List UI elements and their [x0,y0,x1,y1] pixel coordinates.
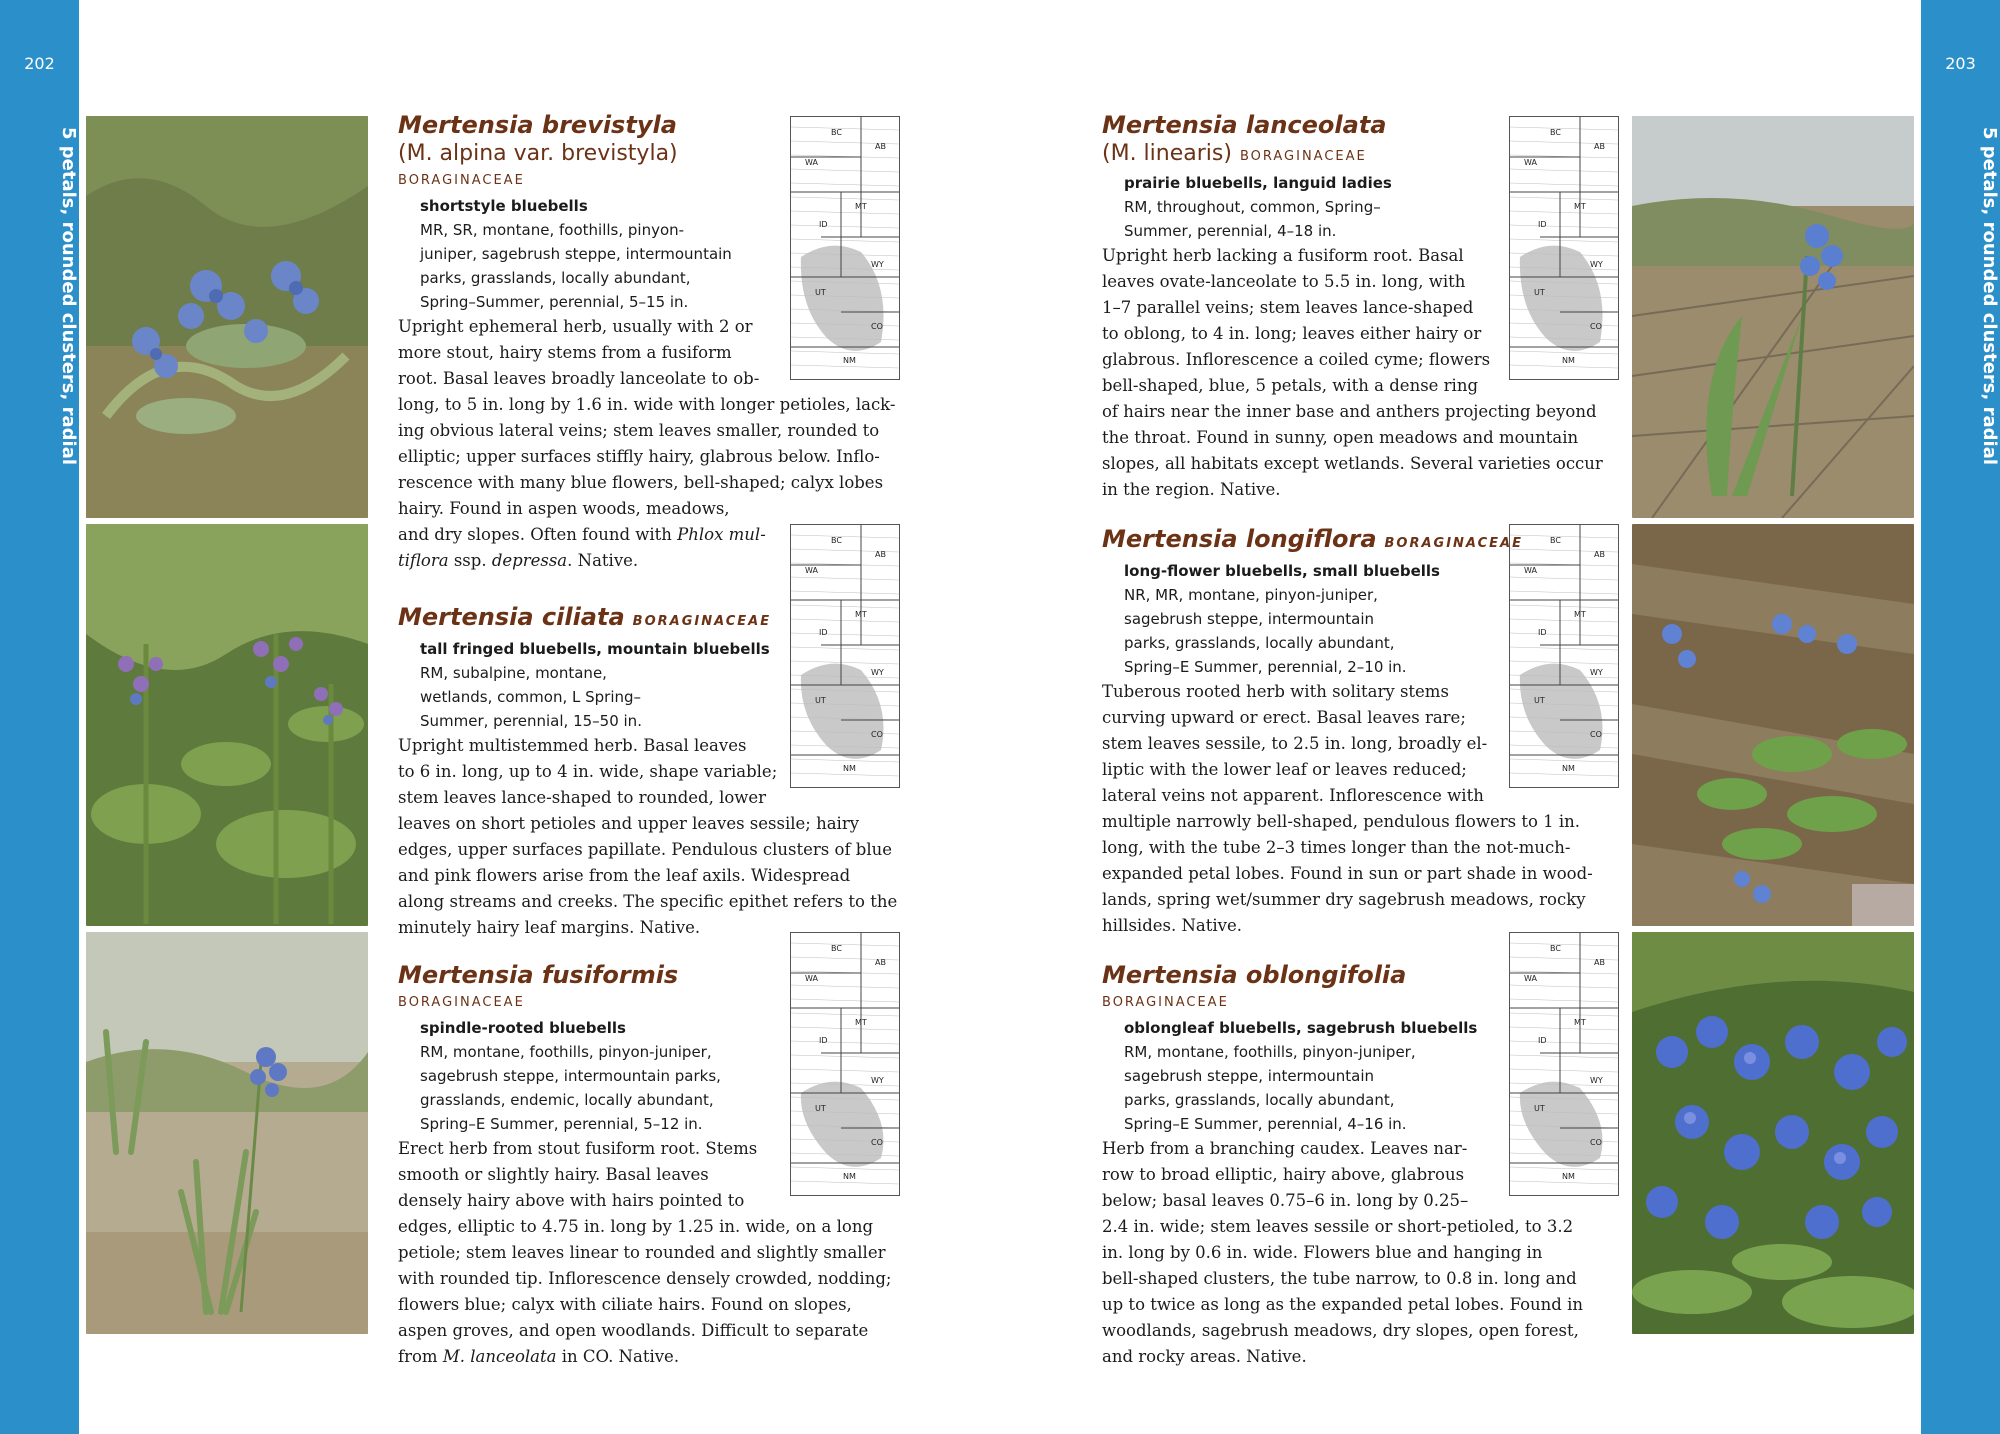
range-habitat-line: Spring–E Summer, perennial, 5–12 in. [420,1115,703,1133]
description-line: leaves on short petioles and upper leaves sessile; hairy [398,814,860,833]
description-line: elliptic; upper surfaces stiffly hairy, glabrous below. Inflo- [398,447,880,466]
description-line: lateral veins not apparent. Inflorescence with [1102,786,1484,805]
page-number-left: 202 [24,54,55,73]
map-state-label: NM [1562,1172,1575,1181]
description-line: rescence with many blue flowers, bell-shaped; calyx lobes [398,473,884,492]
map-state-label: AB [875,958,886,967]
county-line [791,591,899,594]
county-line [791,943,899,946]
description-line: stem leaves lance-shaped to rounded, lower [398,788,767,807]
map-state-label: WY [1590,668,1603,677]
description-line: root. Basal leaves broadly lanceolate to ob- [398,369,760,388]
map-state-label: NM [1562,356,1575,365]
map-state-label: BC [831,944,842,953]
description-line: in the region. Native. [1102,480,1281,499]
photo-mertensia-ciliata [86,524,368,926]
map-state-label: AB [1594,142,1605,151]
species-name: Mertensia fusiformis [398,961,679,989]
common-names: prairie bluebells, languid ladies [1124,174,1392,192]
photo-mertensia-oblongifolia [1632,932,1914,1334]
map-state-label: ID [819,220,828,229]
description-line: hillsides. Native. [1102,916,1243,935]
description-line: bell-shaped clusters, the tube narrow, to 0.8 in. long and [1102,1269,1577,1288]
map-state-label: CO [1590,1138,1602,1147]
map-state-label: CO [1590,730,1602,739]
description-line: to oblong, to 4 in. long; leaves either hairy or [1102,324,1482,343]
entry-mertensia-oblongifolia [1102,960,1604,1370]
description-line: Erect herb from stout fusiform root. Stems [398,1139,758,1158]
map-state-label: BC [1550,128,1561,137]
description-line: edges, elliptic to 4.75 in. long by 1.25 in. wide, on a long [398,1217,874,1236]
family-name: BORAGINACEAE [398,995,525,1010]
description-line: multiple narrowly bell-shaped, pendulous flowers to 1 in. [1102,812,1581,831]
description-line: hairy. Found in aspen woods, meadows, [398,499,730,518]
species-name: Mertensia longiflora BORAGINACEAE [1102,525,1523,553]
map-state-label: WA [805,974,818,983]
map-state-label: WA [1524,566,1537,575]
map-state-label: NM [843,356,856,365]
description-line: up to twice as long as the expanded petal lobes. Found in [1102,1295,1584,1314]
map-state-label: WA [805,566,818,575]
map-state-label: CO [871,730,883,739]
species-synonym: (M. alpina var. brevistyla) [398,141,678,166]
common-names: shortstyle bluebells [420,197,588,215]
map-state-label: ID [819,628,828,637]
description-line: long, with the tube 2–3 times longer than the not-much- [1102,838,1571,857]
description-line: 2.4 in. wide; stem leaves sessile or short-petioled, to 3.2 [1102,1217,1574,1236]
map-state-label: UT [1534,1104,1545,1113]
description-line: flowers blue; calyx with ciliate hairs. Found on slopes, [398,1295,852,1314]
family-name: BORAGINACEAE [398,173,525,188]
description-line: aspen groves, and open woodlands. Difficult to separate [398,1321,869,1340]
side-label-right: 5 petals, rounded clusters, radial [1979,126,2000,465]
description-line: along streams and creeks. The specific epithet refers to the [398,892,898,911]
range-habitat-line: wetlands, common, L Spring– [420,688,642,706]
range-habitat-line: Summer, perennial, 15–50 in. [420,712,642,730]
range-habitat-line: sagebrush steppe, intermountain parks, [420,1067,721,1085]
range-habitat-line: Spring–E Summer, perennial, 2–10 in. [1124,658,1407,676]
photo-mertensia-fusiformis [86,932,368,1334]
description-line: woodlands, sagebrush meadows, dry slopes, open forest, [1102,1321,1579,1340]
common-names: spindle-rooted bluebells [420,1019,626,1037]
range-habitat-line: parks, grasslands, locally abundant, [1124,1091,1395,1109]
description-line: of hairs near the inner base and anthers projecting beyond [1102,402,1597,421]
map-state-label: UT [815,696,826,705]
map-state-label: ID [1538,1036,1547,1045]
family-name: BORAGINACEAE [1239,149,1367,164]
description-line: stem leaves sessile, to 2.5 in. long, broadly el- [1102,734,1488,753]
description-line: long, to 5 in. long by 1.6 in. wide with longer petioles, lack- [398,395,896,414]
left-side-tab [0,0,79,1434]
map-state-label: AB [875,142,886,151]
description-line: to 6 in. long, up to 4 in. wide, shape variable; [398,762,778,781]
photo-mertensia-longiflora [1632,524,1914,926]
description-line: bell-shaped, blue, 5 petals, with a dense ring [1102,376,1479,395]
species-synonym: (M. linearis) BORAGINACEAE [1102,141,1367,166]
common-names: tall fringed bluebells, mountain bluebells [420,640,770,658]
description-line: smooth or slightly hairy. Basal leaves [398,1165,709,1184]
range-habitat-line: Spring–Summer, perennial, 5–15 in. [420,293,689,311]
county-line [791,577,899,580]
photo-mertensia-brevistyla [86,116,368,518]
map-state-label: MT [1574,202,1586,211]
map-state-label: BC [1550,536,1561,545]
range-habitat-line: NR, MR, montane, pinyon-juniper, [1124,586,1378,604]
common-names: oblongleaf bluebells, sagebrush bluebells [1124,1019,1478,1037]
family-name: BORAGINACEAE [632,614,772,629]
species-name: Mertensia oblongifolia [1102,961,1407,989]
map-state-label: CO [871,322,883,331]
description-line: leaves ovate-lanceolate to 5.5 in. long, with [1102,272,1466,291]
description-line: glabrous. Inflorescence a coiled cyme; flowers [1102,350,1491,369]
range-habitat-line: juniper, sagebrush steppe, intermountain [420,245,732,263]
map-state-label: NM [1562,764,1575,773]
map-state-label: NM [843,1172,856,1181]
description-line: edges, upper surfaces papillate. Pendulous clusters of blue [398,840,893,859]
description-line: petiole; stem leaves linear to rounded and slightly smaller [398,1243,886,1262]
description-line: Upright multistemmed herb. Basal leaves [398,736,747,755]
map-state-label: ID [1538,628,1547,637]
map-state-label: WA [805,158,818,167]
range-habitat-line: RM, throughout, common, Spring– [1124,198,1381,216]
page-number-right: 203 [1945,54,1976,73]
map-state-label: UT [815,1104,826,1113]
description-line: in. long by 0.6 in. wide. Flowers blue and hanging in [1102,1243,1543,1262]
map-state-label: AB [1594,958,1605,967]
entry-mertensia-brevistyla [398,110,900,574]
entry-mertensia-fusiformis [398,960,900,1370]
map-state-label: WA [1524,974,1537,983]
description-line: Upright herb lacking a fusiform root. Basal [1102,246,1464,265]
map-state-label: ID [819,1036,828,1045]
description-line: more stout, hairy stems from a fusiform [398,343,732,362]
side-label-left: 5 petals, rounded clusters, radial [58,126,79,465]
description-line: below; basal leaves 0.75–6 in. long by 0.25– [1102,1191,1469,1210]
photo-mertensia-lanceolata [1632,116,1914,518]
description-line: Tuberous rooted herb with solitary stems [1102,682,1449,701]
description-line: expanded petal lobes. Found in sun or part shade in wood- [1102,864,1593,883]
map-state-label: BC [1550,944,1561,953]
map-state-label: WY [871,1076,884,1085]
range-habitat-line: Spring–E Summer, perennial, 4–16 in. [1124,1115,1407,1133]
description-line: and pink flowers arise from the leaf axils. Widespread [398,866,851,885]
range-habitat-line: parks, grasslands, locally abundant, [420,269,691,287]
map-state-label: WY [1590,1076,1603,1085]
map-state-label: AB [1594,550,1605,559]
description-line: curving upward or erect. Basal leaves rare; [1102,708,1466,727]
map-state-label: MT [1574,1018,1586,1027]
map-state-label: MT [855,202,867,211]
range-habitat-line: grasslands, endemic, locally abundant, [420,1091,714,1109]
map-state-label: WY [1590,260,1603,269]
map-state-label: ID [1538,220,1547,229]
county-line [1510,943,1618,946]
range-habitat-line: Summer, perennial, 4–18 in. [1124,222,1337,240]
range-habitat-line: sagebrush steppe, intermountain [1124,610,1375,628]
range-habitat-line: RM, subalpine, montane, [420,664,607,682]
description-line: liptic with the lower leaf or leaves reduced; [1102,760,1467,779]
species-name: Mertensia lanceolata [1102,111,1387,139]
map-state-label: BC [831,536,842,545]
range-habitat-line: parks, grasslands, locally abundant, [1124,634,1395,652]
description-line: and dry slopes. Often found with Phlox mul- [398,525,766,544]
description-line: densely hairy above with hairs pointed to [398,1191,745,1210]
map-state-label: AB [875,550,886,559]
description-line: row to broad elliptic, hairy above, glabrous [1102,1165,1465,1184]
map-state-label: UT [1534,696,1545,705]
description-line: minutely hairy leaf margins. Native. [398,918,701,937]
species-name: Mertensia brevistyla [398,111,677,139]
map-state-label: NM [843,764,856,773]
entry-mertensia-ciliata [398,602,900,941]
map-state-label: WY [871,668,884,677]
family-name: BORAGINACEAE [1384,536,1523,551]
map-state-label: BC [831,128,842,137]
family-name: BORAGINACEAE [1102,995,1229,1010]
range-habitat-line: RM, montane, foothills, pinyon-juniper, [420,1043,712,1061]
species-name: Mertensia ciliata BORAGINACEAE [398,603,772,631]
map-state-label: MT [855,610,867,619]
description-line: with rounded tip. Inflorescence densely crowded, nodding; [398,1269,892,1288]
description-line: lands, spring wet/summer dry sagebrush meadows, rocky [1102,890,1586,909]
common-names: long-flower bluebells, small bluebells [1124,562,1440,580]
description-line: and rocky areas. Native. [1102,1347,1307,1366]
description-line: from M. lanceolata in CO. Native. [398,1347,680,1366]
range-habitat-line: sagebrush steppe, intermountain [1124,1067,1375,1085]
map-state-label: UT [1534,288,1545,297]
map-state-label: WA [1524,158,1537,167]
map-state-label: WY [871,260,884,269]
description-line: tiflora ssp. depressa. Native. [398,551,639,570]
right-side-tab [1921,0,2000,1434]
range-habitat-line: MR, SR, montane, foothills, pinyon- [420,221,685,239]
map-state-label: MT [1574,610,1586,619]
description-line: Herb from a branching caudex. Leaves nar- [1102,1139,1468,1158]
description-line: the throat. Found in sunny, open meadows and mountain [1102,428,1579,447]
description-line: slopes, all habitats except wetlands. Several varieties occur [1102,454,1603,473]
map-state-label: CO [1590,322,1602,331]
description-line: ing obvious lateral veins; stem leaves smaller, rounded to [398,421,880,440]
description-line: 1–7 parallel veins; stem leaves lance-shaped [1102,298,1474,317]
description-line: Upright ephemeral herb, usually with 2 or [398,317,753,336]
range-habitat-line: RM, montane, foothills, pinyon-juniper, [1124,1043,1416,1061]
entry-mertensia-longiflora [1102,524,1604,939]
entry-mertensia-lanceolata [1102,110,1604,503]
map-state-label: UT [815,288,826,297]
map-state-label: MT [855,1018,867,1027]
map-state-label: CO [871,1138,883,1147]
